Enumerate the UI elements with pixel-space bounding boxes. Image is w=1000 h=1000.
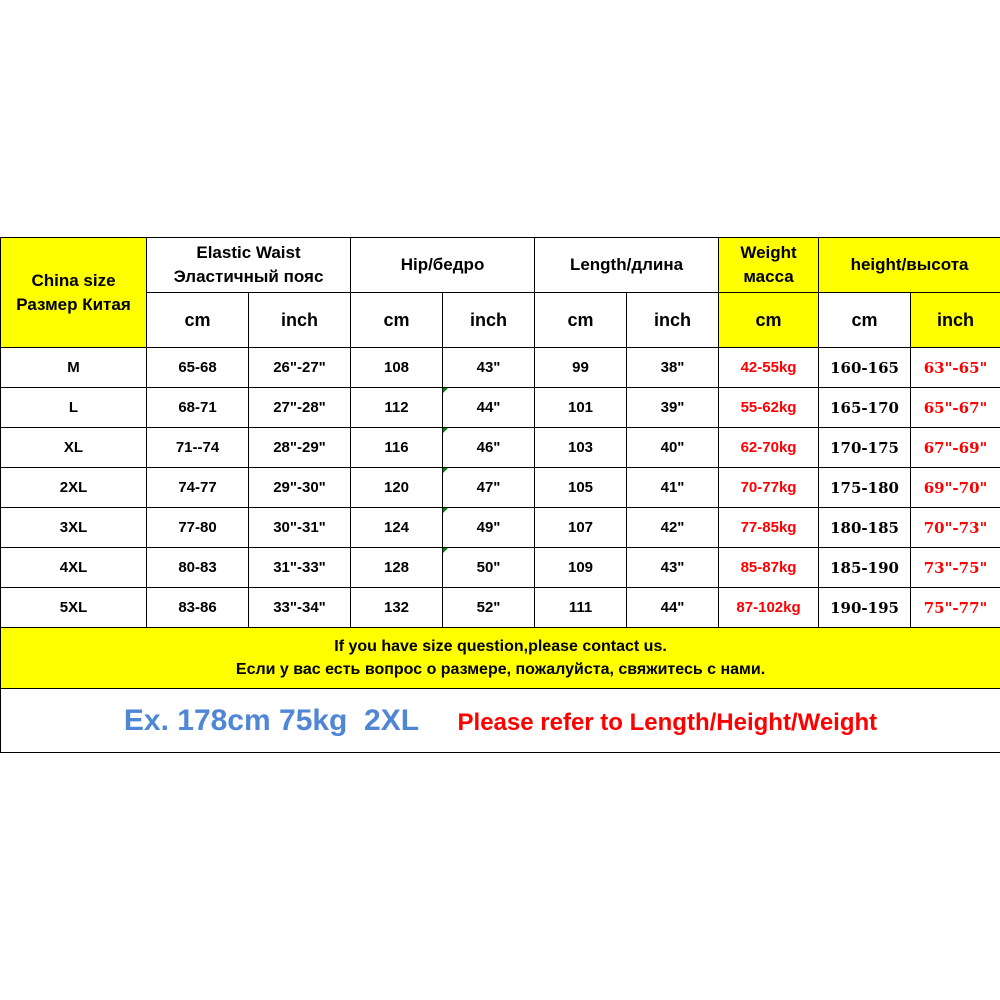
height-inch-header: inch	[911, 293, 1000, 348]
waist-inch-cell: 29"-30"	[249, 468, 351, 508]
length-header: Length/длина	[535, 238, 719, 293]
length-cm-cell: 103	[535, 428, 627, 468]
waist-inch-cell: 27"-28"	[249, 388, 351, 428]
height-inch-cell: 65"-67"	[911, 388, 1000, 428]
header-row-top	[1, 238, 1000, 293]
length-cm-cell: 111	[535, 588, 627, 628]
hip-cm-header: cm	[351, 293, 443, 348]
china-size-label-ru: Размер Китая	[16, 294, 131, 314]
waist-cm-cell: 83-86	[147, 588, 249, 628]
hip-cm-cell: 112	[351, 388, 443, 428]
example-row	[1, 689, 1000, 753]
table-row	[1, 508, 1000, 548]
height-cm-cell: 175-180	[819, 468, 911, 508]
height-inch-cell: 73"-75"	[911, 548, 1000, 588]
waist-cm-cell: 77-80	[147, 508, 249, 548]
waist-inch-cell: 28"-29"	[249, 428, 351, 468]
length-cm-cell: 99	[535, 348, 627, 388]
refer-text: Please refer to Length/Height/Weight	[457, 708, 878, 736]
length-cm-cell: 107	[535, 508, 627, 548]
hip-inch-cell: 44"	[443, 388, 535, 428]
size-cell: 2XL	[1, 468, 147, 508]
weight-cell: 85-87kg	[719, 548, 819, 588]
length-cm-cell: 109	[535, 548, 627, 588]
table-row	[1, 388, 1000, 428]
size-cell: M	[1, 348, 147, 388]
length-inch-cell: 40"	[627, 428, 719, 468]
size-cell: 3XL	[1, 508, 147, 548]
waist-cm-cell: 74-77	[147, 468, 249, 508]
size-cell: 5XL	[1, 588, 147, 628]
waist-cm-cell: 80-83	[147, 548, 249, 588]
size-cell: L	[1, 388, 147, 428]
hip-cm-cell: 124	[351, 508, 443, 548]
hip-inch-cell: 50"	[443, 548, 535, 588]
waist-inch-cell: 33"-34"	[249, 588, 351, 628]
weight-cell: 62-70kg	[719, 428, 819, 468]
waist-inch-cell: 26"-27"	[249, 348, 351, 388]
length-inch-cell: 42"	[627, 508, 719, 548]
weight-cell: 87-102kg	[719, 588, 819, 628]
hip-inch-cell: 47"	[443, 468, 535, 508]
waist-cm-cell: 68-71	[147, 388, 249, 428]
table-row	[1, 428, 1000, 468]
hip-cm-cell: 132	[351, 588, 443, 628]
waist-cm-header: cm	[147, 293, 249, 348]
size-cell: XL	[1, 428, 147, 468]
height-inch-cell: 69"-70"	[911, 468, 1000, 508]
header-row-units	[1, 293, 1000, 348]
waist-header	[147, 238, 351, 293]
table-row	[1, 548, 1000, 588]
height-inch-cell: 70"-73"	[911, 508, 1000, 548]
hip-inch-cell: 43"	[443, 348, 535, 388]
height-inch-cell: 75"-77"	[911, 588, 1000, 628]
height-cm-header: cm	[819, 293, 911, 348]
hip-header: Hip/бедро	[351, 238, 535, 293]
china-size-label: China size	[31, 270, 116, 290]
china-size-header	[1, 238, 147, 348]
size-chart-table	[0, 237, 1000, 753]
example-text: Ex. 178cm 75kg 2XL	[123, 703, 420, 737]
table-row	[1, 348, 1000, 388]
height-cm-cell: 180-185	[819, 508, 911, 548]
hip-inch-cell: 49"	[443, 508, 535, 548]
weight-cell: 42-55kg	[719, 348, 819, 388]
weight-cell: 55-62kg	[719, 388, 819, 428]
length-cm-cell: 101	[535, 388, 627, 428]
waist-label: Elastic Waist	[196, 243, 301, 262]
weight-label: Weight	[740, 243, 797, 262]
height-cm-cell: 165-170	[819, 388, 911, 428]
height-cm-cell: 170-175	[819, 428, 911, 468]
waist-inch-cell: 31"-33"	[249, 548, 351, 588]
weight-header	[719, 238, 819, 293]
length-inch-cell: 38"	[627, 348, 719, 388]
length-cm-cell: 105	[535, 468, 627, 508]
height-cm-cell: 190-195	[819, 588, 911, 628]
size-cell: 4XL	[1, 548, 147, 588]
table-row	[1, 468, 1000, 508]
contact-note-en: If you have size question,please contact us.	[334, 638, 667, 655]
hip-cm-cell: 116	[351, 428, 443, 468]
example-cell	[1, 689, 1000, 753]
height-inch-cell: 63"-65"	[911, 348, 1000, 388]
weight-unit-header: cm	[719, 293, 819, 348]
length-inch-cell: 44"	[627, 588, 719, 628]
height-cm-cell: 160-165	[819, 348, 911, 388]
length-inch-cell: 41"	[627, 468, 719, 508]
length-inch-cell: 43"	[627, 548, 719, 588]
weight-cell: 70-77kg	[719, 468, 819, 508]
contact-note	[1, 628, 1000, 689]
hip-cm-cell: 108	[351, 348, 443, 388]
hip-inch-cell: 52"	[443, 588, 535, 628]
waist-label-ru: Эластичный пояс	[173, 267, 324, 286]
hip-inch-header: inch	[443, 293, 535, 348]
contact-note-ru: Если у вас есть вопрос о размере, пожалуйста, свяжитесь с нами.	[235, 661, 766, 678]
waist-cm-cell: 65-68	[147, 348, 249, 388]
hip-inch-cell: 46"	[443, 428, 535, 468]
length-inch-header: inch	[627, 293, 719, 348]
height-cm-cell: 185-190	[819, 548, 911, 588]
table-row	[1, 588, 1000, 628]
waist-cm-cell: 71--74	[147, 428, 249, 468]
contact-note-row	[1, 628, 1000, 689]
height-header: height/высота	[819, 238, 1000, 293]
length-inch-cell: 39"	[627, 388, 719, 428]
waist-inch-header: inch	[249, 293, 351, 348]
weight-cell: 77-85kg	[719, 508, 819, 548]
hip-cm-cell: 128	[351, 548, 443, 588]
height-inch-cell: 67"-69"	[911, 428, 1000, 468]
hip-cm-cell: 120	[351, 468, 443, 508]
weight-label-ru: масса	[743, 267, 794, 286]
length-cm-header: cm	[535, 293, 627, 348]
waist-inch-cell: 30"-31"	[249, 508, 351, 548]
